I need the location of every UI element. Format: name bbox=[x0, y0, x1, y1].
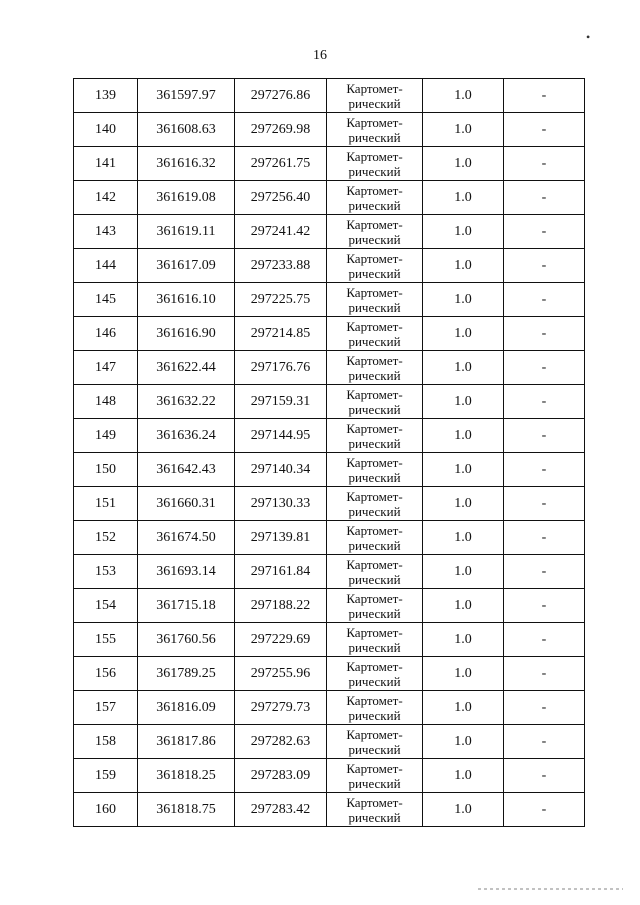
y-coordinate-cell: 297188.22 bbox=[235, 589, 327, 623]
note-cell: - bbox=[504, 657, 585, 691]
table-row bbox=[74, 555, 585, 589]
point-number-cell: 160 bbox=[74, 793, 138, 827]
point-number-cell: 148 bbox=[74, 385, 138, 419]
accuracy-cell: 1.0 bbox=[423, 555, 504, 589]
table-row bbox=[74, 419, 585, 453]
y-coordinate-cell: 297233.88 bbox=[235, 249, 327, 283]
method-line-2: рический bbox=[348, 367, 401, 383]
point-number-cell: 139 bbox=[74, 79, 138, 113]
method-cell bbox=[327, 283, 423, 317]
x-coordinate-cell: 361674.50 bbox=[138, 521, 235, 555]
point-number-cell: 152 bbox=[74, 521, 138, 555]
method-cell bbox=[327, 79, 423, 113]
method-cell bbox=[327, 215, 423, 249]
point-number-cell: 154 bbox=[74, 589, 138, 623]
point-number-cell: 142 bbox=[74, 181, 138, 215]
table-row bbox=[74, 79, 585, 113]
method-line-2: рический bbox=[348, 571, 401, 587]
y-coordinate-cell: 297139.81 bbox=[235, 521, 327, 555]
accuracy-cell: 1.0 bbox=[423, 589, 504, 623]
accuracy-cell: 1.0 bbox=[423, 657, 504, 691]
method-cell bbox=[327, 317, 423, 351]
method-cell bbox=[327, 487, 423, 521]
scan-speck: • bbox=[586, 30, 591, 44]
y-coordinate-cell: 297261.75 bbox=[235, 147, 327, 181]
method-cell bbox=[327, 725, 423, 759]
accuracy-cell: 1.0 bbox=[423, 453, 504, 487]
point-number-cell: 143 bbox=[74, 215, 138, 249]
note-cell: - bbox=[504, 317, 585, 351]
y-coordinate-cell: 297161.84 bbox=[235, 555, 327, 589]
y-coordinate-cell: 297256.40 bbox=[235, 181, 327, 215]
table-row bbox=[74, 657, 585, 691]
y-coordinate-cell: 297282.63 bbox=[235, 725, 327, 759]
method-line-1: Картомет- bbox=[346, 216, 403, 232]
method-line-1: Картомет- bbox=[346, 522, 403, 538]
accuracy-cell: 1.0 bbox=[423, 487, 504, 521]
accuracy-cell: 1.0 bbox=[423, 725, 504, 759]
method-line-1: Картомет- bbox=[346, 148, 403, 164]
accuracy-cell: 1.0 bbox=[423, 521, 504, 555]
x-coordinate-cell: 361619.11 bbox=[138, 215, 235, 249]
table-row bbox=[74, 147, 585, 181]
note-cell: - bbox=[504, 487, 585, 521]
x-coordinate-cell: 361818.75 bbox=[138, 793, 235, 827]
y-coordinate-cell: 297241.42 bbox=[235, 215, 327, 249]
accuracy-cell: 1.0 bbox=[423, 79, 504, 113]
coordinates-table bbox=[73, 78, 585, 827]
note-cell: - bbox=[504, 385, 585, 419]
y-coordinate-cell: 297229.69 bbox=[235, 623, 327, 657]
y-coordinate-cell: 297214.85 bbox=[235, 317, 327, 351]
note-cell: - bbox=[504, 351, 585, 385]
point-number-cell: 141 bbox=[74, 147, 138, 181]
table-row bbox=[74, 283, 585, 317]
method-cell bbox=[327, 419, 423, 453]
scan-artifact bbox=[478, 888, 623, 890]
accuracy-cell: 1.0 bbox=[423, 317, 504, 351]
method-line-1: Картомет- bbox=[346, 284, 403, 300]
point-number-cell: 150 bbox=[74, 453, 138, 487]
note-cell: - bbox=[504, 453, 585, 487]
accuracy-cell: 1.0 bbox=[423, 113, 504, 147]
point-number-cell: 144 bbox=[74, 249, 138, 283]
table-row bbox=[74, 249, 585, 283]
note-cell: - bbox=[504, 759, 585, 793]
method-line-2: рический bbox=[348, 809, 401, 825]
method-line-1: Картомет- bbox=[346, 624, 403, 640]
method-cell bbox=[327, 759, 423, 793]
method-line-2: рический bbox=[348, 197, 401, 213]
method-line-1: Картомет- bbox=[346, 658, 403, 674]
y-coordinate-cell: 297144.95 bbox=[235, 419, 327, 453]
accuracy-cell: 1.0 bbox=[423, 283, 504, 317]
accuracy-cell: 1.0 bbox=[423, 385, 504, 419]
y-coordinate-cell: 297140.34 bbox=[235, 453, 327, 487]
table-row bbox=[74, 521, 585, 555]
method-line-2: рический bbox=[348, 639, 401, 655]
x-coordinate-cell: 361693.14 bbox=[138, 555, 235, 589]
point-number-cell: 147 bbox=[74, 351, 138, 385]
method-line-2: рический bbox=[348, 469, 401, 485]
note-cell: - bbox=[504, 249, 585, 283]
note-cell: - bbox=[504, 793, 585, 827]
y-coordinate-cell: 297176.76 bbox=[235, 351, 327, 385]
method-line-1: Картомет- bbox=[346, 386, 403, 402]
table-row bbox=[74, 691, 585, 725]
x-coordinate-cell: 361660.31 bbox=[138, 487, 235, 521]
y-coordinate-cell: 297130.33 bbox=[235, 487, 327, 521]
y-coordinate-cell: 297283.09 bbox=[235, 759, 327, 793]
point-number-cell: 146 bbox=[74, 317, 138, 351]
point-number-cell: 155 bbox=[74, 623, 138, 657]
table-row bbox=[74, 589, 585, 623]
x-coordinate-cell: 361816.09 bbox=[138, 691, 235, 725]
method-line-1: Картомет- bbox=[346, 420, 403, 436]
point-number-cell: 156 bbox=[74, 657, 138, 691]
method-line-1: Картомет- bbox=[346, 692, 403, 708]
method-line-2: рический bbox=[348, 95, 401, 111]
table-row bbox=[74, 181, 585, 215]
table-row bbox=[74, 113, 585, 147]
x-coordinate-cell: 361818.25 bbox=[138, 759, 235, 793]
table-row bbox=[74, 317, 585, 351]
table-row bbox=[74, 215, 585, 249]
method-line-2: рический bbox=[348, 775, 401, 791]
method-line-1: Картомет- bbox=[346, 182, 403, 198]
method-cell bbox=[327, 351, 423, 385]
method-line-2: рический bbox=[348, 605, 401, 621]
x-coordinate-cell: 361619.08 bbox=[138, 181, 235, 215]
note-cell: - bbox=[504, 521, 585, 555]
method-line-2: рический bbox=[348, 299, 401, 315]
point-number-cell: 145 bbox=[74, 283, 138, 317]
method-cell bbox=[327, 113, 423, 147]
method-line-2: рический bbox=[348, 503, 401, 519]
note-cell: - bbox=[504, 623, 585, 657]
note-cell: - bbox=[504, 113, 585, 147]
note-cell: - bbox=[504, 589, 585, 623]
note-cell: - bbox=[504, 215, 585, 249]
method-line-2: рический bbox=[348, 435, 401, 451]
point-number-cell: 140 bbox=[74, 113, 138, 147]
method-cell bbox=[327, 385, 423, 419]
y-coordinate-cell: 297269.98 bbox=[235, 113, 327, 147]
method-line-1: Картомет- bbox=[346, 454, 403, 470]
method-cell bbox=[327, 623, 423, 657]
y-coordinate-cell: 297225.75 bbox=[235, 283, 327, 317]
note-cell: - bbox=[504, 181, 585, 215]
accuracy-cell: 1.0 bbox=[423, 351, 504, 385]
y-coordinate-cell: 297279.73 bbox=[235, 691, 327, 725]
point-number-cell: 149 bbox=[74, 419, 138, 453]
method-cell bbox=[327, 181, 423, 215]
x-coordinate-cell: 361616.90 bbox=[138, 317, 235, 351]
method-line-1: Картомет- bbox=[346, 556, 403, 572]
note-cell: - bbox=[504, 79, 585, 113]
accuracy-cell: 1.0 bbox=[423, 215, 504, 249]
method-cell bbox=[327, 147, 423, 181]
table-row bbox=[74, 487, 585, 521]
table-row bbox=[74, 453, 585, 487]
method-cell bbox=[327, 691, 423, 725]
method-line-1: Картомет- bbox=[346, 250, 403, 266]
note-cell: - bbox=[504, 283, 585, 317]
y-coordinate-cell: 297283.42 bbox=[235, 793, 327, 827]
table-row bbox=[74, 793, 585, 827]
method-cell bbox=[327, 657, 423, 691]
method-line-2: рический bbox=[348, 333, 401, 349]
note-cell: - bbox=[504, 725, 585, 759]
x-coordinate-cell: 361642.43 bbox=[138, 453, 235, 487]
method-cell bbox=[327, 589, 423, 623]
table-row bbox=[74, 623, 585, 657]
page-number: 16 bbox=[313, 48, 327, 63]
accuracy-cell: 1.0 bbox=[423, 793, 504, 827]
note-cell: - bbox=[504, 691, 585, 725]
y-coordinate-cell: 297159.31 bbox=[235, 385, 327, 419]
table-row bbox=[74, 725, 585, 759]
method-cell bbox=[327, 249, 423, 283]
method-line-1: Картомет- bbox=[346, 80, 403, 96]
coordinates-table-body bbox=[74, 79, 585, 827]
table-row bbox=[74, 759, 585, 793]
accuracy-cell: 1.0 bbox=[423, 181, 504, 215]
x-coordinate-cell: 361760.56 bbox=[138, 623, 235, 657]
point-number-cell: 158 bbox=[74, 725, 138, 759]
method-line-1: Картомет- bbox=[346, 794, 403, 810]
table-row bbox=[74, 351, 585, 385]
x-coordinate-cell: 361617.09 bbox=[138, 249, 235, 283]
x-coordinate-cell: 361715.18 bbox=[138, 589, 235, 623]
x-coordinate-cell: 361616.32 bbox=[138, 147, 235, 181]
accuracy-cell: 1.0 bbox=[423, 419, 504, 453]
method-cell bbox=[327, 793, 423, 827]
method-line-1: Картомет- bbox=[346, 760, 403, 776]
method-line-2: рический bbox=[348, 163, 401, 179]
accuracy-cell: 1.0 bbox=[423, 759, 504, 793]
x-coordinate-cell: 361632.22 bbox=[138, 385, 235, 419]
point-number-cell: 151 bbox=[74, 487, 138, 521]
accuracy-cell: 1.0 bbox=[423, 249, 504, 283]
y-coordinate-cell: 297276.86 bbox=[235, 79, 327, 113]
method-line-2: рический bbox=[348, 401, 401, 417]
method-line-1: Картомет- bbox=[346, 352, 403, 368]
note-cell: - bbox=[504, 555, 585, 589]
method-line-1: Картомет- bbox=[346, 114, 403, 130]
method-line-2: рический bbox=[348, 537, 401, 553]
note-cell: - bbox=[504, 419, 585, 453]
method-line-1: Картомет- bbox=[346, 318, 403, 334]
method-line-2: рический bbox=[348, 231, 401, 247]
x-coordinate-cell: 361608.63 bbox=[138, 113, 235, 147]
method-cell bbox=[327, 521, 423, 555]
note-cell: - bbox=[504, 147, 585, 181]
y-coordinate-cell: 297255.96 bbox=[235, 657, 327, 691]
x-coordinate-cell: 361789.25 bbox=[138, 657, 235, 691]
method-line-1: Картомет- bbox=[346, 488, 403, 504]
x-coordinate-cell: 361622.44 bbox=[138, 351, 235, 385]
x-coordinate-cell: 361616.10 bbox=[138, 283, 235, 317]
method-line-2: рический bbox=[348, 707, 401, 723]
point-number-cell: 153 bbox=[74, 555, 138, 589]
x-coordinate-cell: 361597.97 bbox=[138, 79, 235, 113]
method-line-2: рический bbox=[348, 265, 401, 281]
x-coordinate-cell: 361636.24 bbox=[138, 419, 235, 453]
table-row bbox=[74, 385, 585, 419]
accuracy-cell: 1.0 bbox=[423, 147, 504, 181]
method-line-2: рический bbox=[348, 673, 401, 689]
method-line-1: Картомет- bbox=[346, 726, 403, 742]
point-number-cell: 159 bbox=[74, 759, 138, 793]
method-cell bbox=[327, 453, 423, 487]
method-line-2: рический bbox=[348, 129, 401, 145]
accuracy-cell: 1.0 bbox=[423, 623, 504, 657]
method-cell bbox=[327, 555, 423, 589]
method-line-2: рический bbox=[348, 741, 401, 757]
accuracy-cell: 1.0 bbox=[423, 691, 504, 725]
x-coordinate-cell: 361817.86 bbox=[138, 725, 235, 759]
point-number-cell: 157 bbox=[74, 691, 138, 725]
method-line-1: Картомет- bbox=[346, 590, 403, 606]
